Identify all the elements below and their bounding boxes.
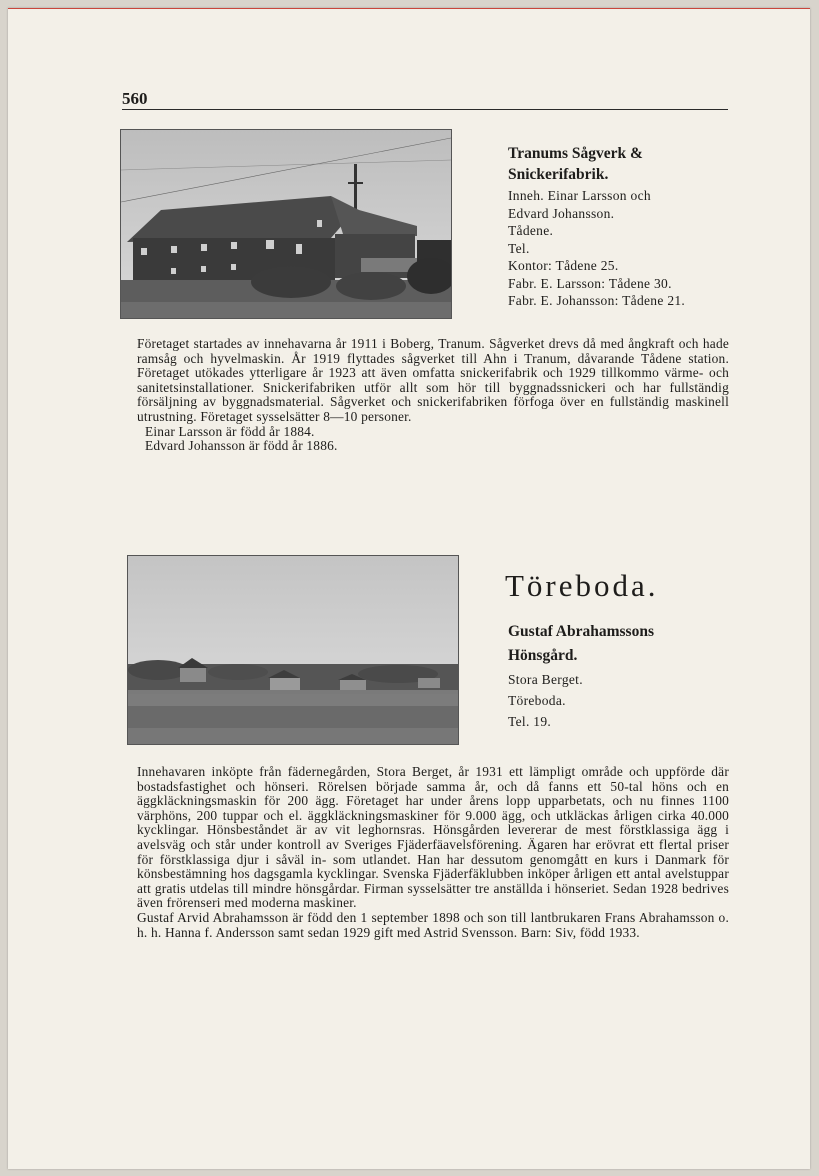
sawmill-photo-image	[121, 130, 451, 318]
info-line: Tel.	[508, 240, 530, 256]
poultry-farm-photo	[127, 555, 459, 745]
poultry-paragraph: Innehavaren inköpte från fädernegården, Stora Berget, år 1931 ett lämpligt område och uppförde där bostadsfastighet och hönseri. Rörelsen började samma år, och då fanns ett 50-tal höns och en äggkläckningsmaskin för 200 ägg. Företaget har under årens lopp upparbetats, och nu finnes 1100 värphöns, 200 tuppar och el. äggkläckningsmaskiner för 9.000 ägg, och utkläckas årligen cirka 40.000 kycklingar. Hönsbeståndet är av vit leghornsras. Hönsgården levererar de mest förstklassiga ägg i avelsväg och står under kontroll av Sveriges Fjäderfäavelsförening. Ägaren har erövrat ett flertal priser för förstklassiga djur i såväl in- som utlandet. Han har dessutom genomgått en kurs i Danmark för könsbestämning hos dagsgamla kycklingar. Svenska Fjäderfäklubben inköper årligen ett antal avelstuppar att gratis utdelas till mindre hönsgårdar. Firman sysselsätter tre anställda i hönseriet. Sedan 1928 bedrives även frörenseri med moderna maskiner.	[137, 764, 729, 911]
page-number: 560	[122, 89, 148, 108]
birth-line: Einar Larsson är född år 1884.	[145, 423, 315, 439]
info-line: Kontor: Tådene 25.	[508, 258, 619, 273]
sawmill-paragraph: Företaget startades av innehavarna år 1911 i Boberg, Tranum. Sågverket drevs då med ångkraft och hade ramsåg och hyvelmaskin. År 1919 flyttades sågverket till Ahn i Tranum, dåvarande Tådene station. Företaget utökades ytterligare år 1923 att även omfatta snickerifabrik och 1929 tillkommo värme- och sanitetsinstallationer. Snickerifabriken utför allt som hör till byggnadssnickeri och har fullständig försäljning av byggnadsmaterial. Sågverket och snickerifabriken förfoga över en fullständig maskinell utrustning. Företaget sysselsätter 8—10 personer.	[137, 336, 729, 424]
section-heading-toreboda: Töreboda.	[505, 568, 659, 603]
info-line: Fabr. E. Larsson: Tådene 30.	[508, 275, 672, 291]
poultry-title-line: Gustaf Abrahamssons	[508, 623, 654, 640]
info-line: Stora Berget.	[508, 672, 583, 687]
info-line: Töreboda.	[508, 693, 566, 708]
poultry-farm-photo-image	[128, 556, 458, 744]
poultry-title-line: Hönsgård.	[508, 647, 578, 664]
poultry-contact-info	[508, 669, 738, 732]
info-line: Tel. 19.	[508, 714, 552, 729]
header-rule	[122, 109, 728, 110]
poultry-farm-title	[508, 620, 718, 668]
info-line: Edvard Johansson.	[508, 205, 615, 221]
poultry-description	[137, 765, 729, 940]
birth-line: Edvard Johansson är född år 1886.	[145, 438, 338, 454]
info-line: Fabr. E. Johansson: Tådene 21.	[508, 293, 686, 308]
book-page	[8, 8, 810, 1169]
sawmill-contact-info	[508, 187, 738, 310]
sawmill-title: Tranums Sågverk & Snickerifabrik.	[508, 145, 643, 183]
info-line: Inneh. Einar Larsson och	[508, 188, 651, 203]
sawmill-photo	[120, 129, 452, 319]
info-line: Tådene.	[508, 223, 554, 238]
poultry-biography: Gustaf Arvid Abrahamsson är född den 1 september 1898 och son till lantbrukaren Frans Abrahamsson o. h. h. Hanna f. Andersson samt sedan 1929 gift med Astrid Svensson. Barn: Siv, född 1933.	[137, 909, 729, 940]
sawmill-description	[137, 337, 729, 454]
